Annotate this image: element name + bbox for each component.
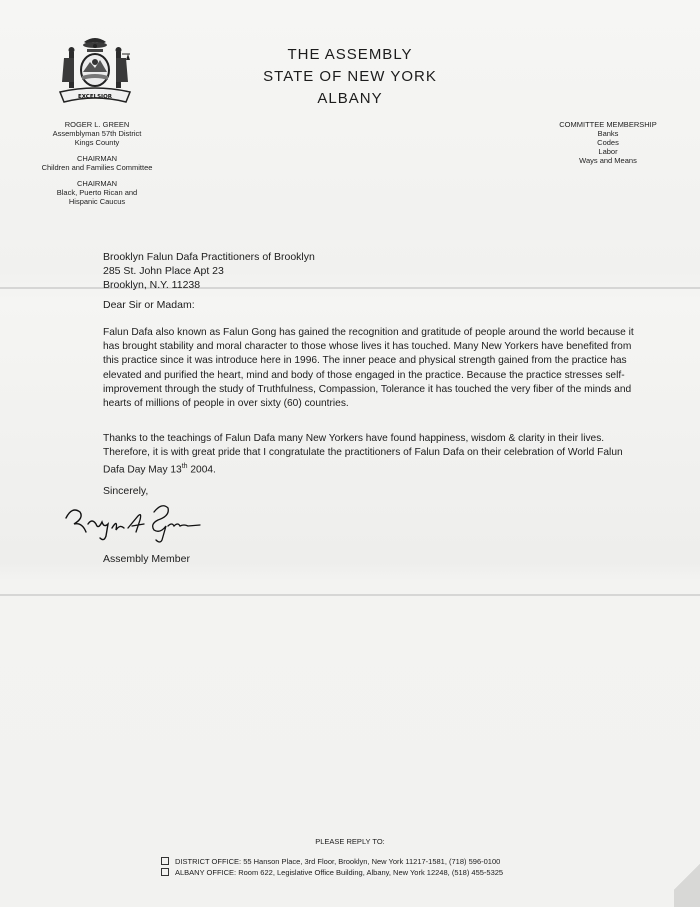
albany-office-line: [161, 868, 503, 877]
seal-motto: EXCELSIOR: [77, 94, 113, 100]
chair-title-1: CHAIRMAN: [76, 154, 117, 163]
committee-item: Labor: [598, 147, 618, 156]
committee-item: Ways and Means: [579, 156, 637, 165]
letterhead-line-3: ALBANY: [317, 90, 383, 107]
sender-county: Kings County: [74, 138, 120, 147]
recipient-line-3: Brooklyn, N.Y. 11238: [103, 279, 201, 291]
chair-caucus-line-2: Hispanic Caucus: [68, 197, 126, 206]
body-paragraph-2: [103, 432, 641, 478]
checkbox-icon: [161, 868, 169, 876]
recipient-address: [103, 250, 315, 292]
chair-title-2: CHAIRMAN: [76, 179, 117, 188]
signer-title: Assembly Member: [103, 553, 190, 565]
chair-committee-1: Children and Families Committee: [41, 163, 153, 172]
committee-item: Banks: [597, 129, 619, 138]
paragraph-2-text: Thanks to the teachings of Falun Dafa many New Yorkers have found happiness, wisdom & clarity in their lives. Therefore, it is with great pride that I congratulate the practitioners of Falun Dafa on their celebration of World Falun Dafa Day May 13: [103, 433, 623, 476]
paper-fold-lower: [0, 594, 700, 596]
checkbox-icon: [161, 857, 169, 865]
page-curl: [674, 847, 700, 907]
new-york-state-seal-icon: [54, 32, 136, 112]
reply-title: PLEASE REPLY TO:: [315, 837, 385, 846]
recipient-line-2: 285 St. John Place Apt 23: [103, 265, 224, 277]
committee-membership: [546, 120, 670, 165]
body-paragraph-1: Falun Dafa also known as Falun Gong has gained the recognition and gratitude of people around the world because it has brought stability and moral character to those whose lives it has touched. Many New Yorkers have benefited from this practice since it was introduce here in 1996. The inner peace and physical strength gained from the practice has elevated and purified the heart, mind and body of those engaged in the practice. Because the practice stresses self-improvement through the study of Truthfulness, Compassion, Tolerance it has touched the very fiber of the minds and hearts of millions of people in over sixty (60) countries.: [103, 327, 634, 410]
recipient-line-1: Brooklyn Falun Dafa Practitioners of Brooklyn: [103, 251, 315, 263]
chair-caucus-line-1: Black, Puerto Rican and: [56, 188, 138, 197]
committee-title: COMMITTEE MEMBERSHIP: [559, 120, 657, 129]
ordinal-suffix: th: [181, 463, 188, 471]
letterhead-line-2: STATE OF NEW YORK: [263, 68, 437, 85]
sender-district: Assemblyman 57th District: [52, 129, 142, 138]
paragraph-2-year: 2004.: [187, 464, 216, 476]
district-office-line: [161, 857, 500, 866]
salutation: Dear Sir or Madam:: [103, 299, 195, 311]
sender-block: [22, 120, 172, 213]
handwritten-signature: [62, 498, 202, 546]
albany-office-text: ALBANY OFFICE: Room 622, Legislative Office Building, Albany, New York 12248, (518) 455-5325: [175, 868, 504, 877]
letterhead-line-1: THE ASSEMBLY: [287, 46, 413, 63]
sender-name: ROGER L. GREEN: [64, 120, 130, 129]
committee-item: Codes: [597, 138, 619, 147]
closing: Sincerely,: [103, 485, 149, 497]
district-office-text: DISTRICT OFFICE: 55 Hanson Place, 3rd Floor, Brooklyn, New York 11217-1581, (718) 596-0100: [175, 857, 501, 866]
letterhead: [200, 44, 500, 110]
